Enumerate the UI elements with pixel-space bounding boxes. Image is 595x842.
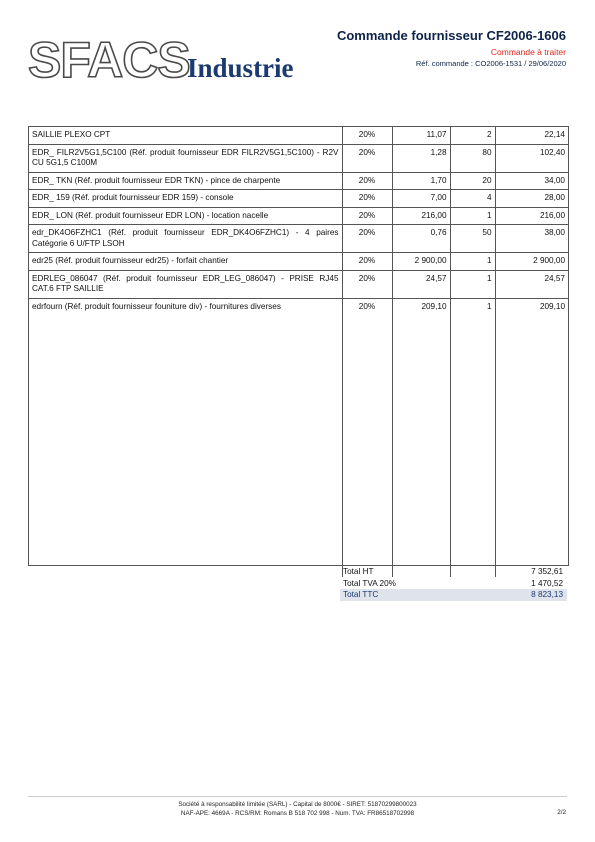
item-quantity: 4 — [450, 190, 495, 208]
footer-line-2: NAF-APE: 4669A - RCS/RM: Romans B 518 702 998 - Num. TVA: FR86518702998 — [180, 810, 415, 817]
page-number: 2/2 — [557, 809, 566, 816]
logo-wordmark: SFACS — [28, 32, 190, 88]
total-tva-label: Total TVA 20% — [343, 578, 396, 588]
total-tva-value: 1 470,52 — [531, 578, 563, 588]
item-vat-rate: 20% — [342, 270, 392, 298]
item-unit-price: 0,76 — [392, 225, 450, 253]
total-ttc-label: Total TTC — [343, 590, 379, 599]
item-total: 28,00 — [495, 190, 568, 208]
item-unit-price: 1,70 — [392, 172, 450, 190]
table-row — [29, 270, 568, 298]
item-total: 2 900,00 — [495, 253, 568, 271]
table-row — [29, 298, 568, 315]
item-quantity: 50 — [450, 225, 495, 253]
item-description: EDR_ TKN (Réf. produit fournisseur EDR TKN) - pince de charpente — [29, 172, 342, 190]
item-vat-rate: 20% — [342, 127, 392, 144]
item-total: 216,00 — [495, 207, 568, 225]
total-ttc-value: 8 823,13 — [531, 590, 563, 599]
item-unit-price: 2 900,00 — [392, 253, 450, 271]
footer-line-1: Société à responsabilité limitée (SARL) - Capital de 8000€ - SIRET: 51870299800023 — [178, 801, 417, 808]
item-description: EDR_ FILR2V5G1,5C100 (Réf. produit fournisseur EDR FILR2V5G1,5C100) - R2V CU 5G1,5 C100M — [29, 144, 342, 172]
total-ttc-row — [340, 589, 567, 601]
item-vat-rate: 20% — [342, 172, 392, 190]
item-quantity: 1 — [450, 270, 495, 298]
company-logo — [28, 34, 318, 86]
item-quantity: 1 — [450, 253, 495, 271]
order-lines-table — [28, 126, 569, 566]
item-vat-rate: 20% — [342, 298, 392, 315]
item-description: EDR_ LON (Réf. produit fournisseur EDR LON) - location nacelle — [29, 207, 342, 225]
total-tva-row — [340, 578, 567, 590]
item-unit-price: 7,00 — [392, 190, 450, 208]
item-unit-price: 1,28 — [392, 144, 450, 172]
table-empty-space — [29, 315, 568, 577]
table-row — [29, 127, 568, 144]
table-row — [29, 253, 568, 271]
item-quantity: 1 — [450, 298, 495, 315]
item-vat-rate: 20% — [342, 207, 392, 225]
item-unit-price: 24,57 — [392, 270, 450, 298]
total-ht-value: 7 352,61 — [531, 567, 563, 576]
item-quantity: 20 — [450, 172, 495, 190]
order-reference: Réf. commande : CO2006-1531 / 29/06/2020 — [415, 59, 566, 68]
item-quantity: 2 — [450, 127, 495, 144]
item-total: 24,57 — [495, 270, 568, 298]
item-vat-rate: 20% — [342, 253, 392, 271]
table-row — [29, 172, 568, 190]
document-status: Commande à traiter — [490, 47, 566, 57]
item-total: 102,40 — [495, 144, 568, 172]
item-description: SAILLIE PLEXO CPT — [29, 127, 342, 144]
totals-block — [340, 566, 567, 601]
item-total: 38,00 — [495, 225, 568, 253]
item-unit-price: 11,07 — [392, 127, 450, 144]
total-ht-label: Total HT — [343, 567, 374, 576]
item-description: edr_DK4O6FZHC1 (Réf. produit fournisseur EDR_DK4O6FZHC1) - 4 paires Catégorie 6 U/FTP LSOH — [29, 225, 342, 253]
logo-subtitle: Industrie — [187, 53, 294, 83]
item-vat-rate: 20% — [342, 190, 392, 208]
table-row — [29, 144, 568, 172]
table-row — [29, 225, 568, 253]
item-quantity: 1 — [450, 207, 495, 225]
item-total: 34,00 — [495, 172, 568, 190]
item-quantity: 80 — [450, 144, 495, 172]
item-vat-rate: 20% — [342, 144, 392, 172]
item-description: edrfourn (Réf. produit fournisseur founiture div) - fournitures diverses — [29, 298, 342, 315]
item-vat-rate: 20% — [342, 225, 392, 253]
table-row — [29, 207, 568, 225]
item-unit-price: 209,10 — [392, 298, 450, 315]
item-total: 22,14 — [495, 127, 568, 144]
legal-footer — [28, 800, 567, 818]
document-title: Commande fournisseur CF2006-1606 — [336, 28, 566, 43]
item-description: edr25 (Réf. produit fournisseur edr25) - forfait chantier — [29, 253, 342, 271]
item-description: EDR_ 159 (Réf. produit fournisseur EDR 159) - console — [29, 190, 342, 208]
footer-divider — [28, 796, 567, 797]
item-description: EDRLEG_086047 (Réf. produit fournisseur EDR_LEG_086047) - PRISE RJ45 CAT.6 FTP SAILLIE — [29, 270, 342, 298]
table-row — [29, 190, 568, 208]
item-unit-price: 216,00 — [392, 207, 450, 225]
total-ht-row — [340, 566, 567, 578]
item-total: 209,10 — [539, 301, 565, 311]
document-header — [337, 28, 566, 69]
